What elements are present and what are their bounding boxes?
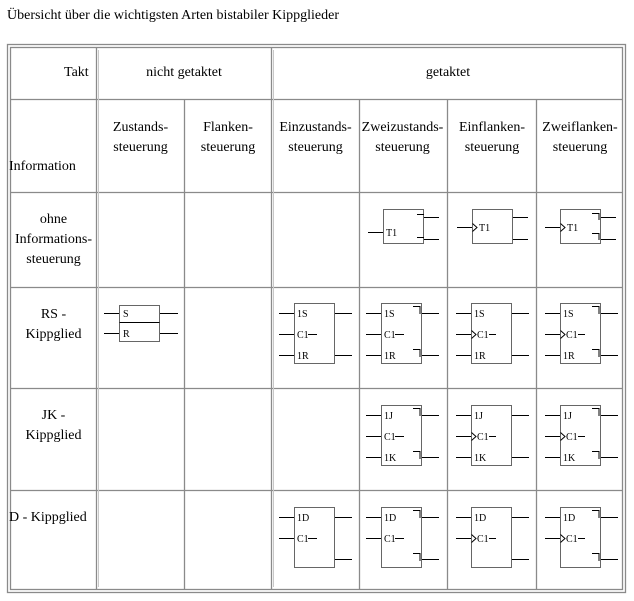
header-nicht-getaktet: nicht getaktet (146, 65, 222, 80)
svg-text:C1: C1 (477, 432, 489, 443)
rs-flipflop-einzustand-symbol (277, 302, 355, 366)
svg-text:C1: C1 (477, 330, 489, 341)
t-flipflop-zweizustand-symbol (366, 208, 442, 248)
row-label-ohne-informationssteuerung: ohne Informations- steuerung (15, 212, 92, 267)
svg-text:1R: 1R (384, 351, 396, 362)
d-flipflop-einflanken-symbol (454, 506, 532, 570)
svg-text:T1: T1 (567, 223, 579, 234)
rs-flipflop-zustand-symbol (103, 304, 181, 346)
svg-text:1J: 1J (384, 411, 393, 422)
svg-text:1K: 1K (563, 453, 576, 464)
svg-text:C1: C1 (384, 534, 396, 545)
svg-text:C1: C1 (297, 534, 309, 545)
svg-text:1D: 1D (297, 513, 310, 524)
row-label-rs-kippglied: RS - Kippglied (25, 307, 82, 342)
svg-text:1D: 1D (563, 513, 576, 524)
svg-text:1J: 1J (563, 411, 572, 422)
jk-flipflop-zweiflanken-symbol (543, 404, 621, 468)
column-header-einflankensteuerung: Einflanken- steuerung (458, 120, 526, 155)
svg-text:1S: 1S (474, 309, 485, 320)
svg-text:C1: C1 (297, 330, 309, 341)
rs-flipflop-einflanken-symbol (454, 302, 532, 366)
svg-text:1S: 1S (563, 309, 574, 320)
column-header-zustandssteuerung: Zustands- steuerung (112, 120, 169, 155)
svg-text:1K: 1K (474, 453, 487, 464)
d-flipflop-zweiflanken-symbol (543, 506, 621, 570)
svg-text:C1: C1 (477, 534, 489, 545)
svg-text:C1: C1 (566, 534, 578, 545)
jk-flipflop-zweizustand-symbol (364, 404, 442, 468)
svg-text:C1: C1 (384, 330, 396, 341)
rs-flipflop-zweizustand-symbol (364, 302, 442, 366)
column-header-flankensteuerung: Flanken- steuerung (200, 120, 256, 155)
header-getaktet: getaktet (425, 65, 471, 80)
t-flipflop-zweiflanken-symbol (543, 208, 619, 248)
header-information: Information (9, 159, 76, 174)
svg-text:1D: 1D (384, 513, 397, 524)
svg-text:1R: 1R (563, 351, 575, 362)
svg-text:C1: C1 (384, 432, 396, 443)
svg-text:1R: 1R (297, 351, 309, 362)
t-flipflop-einflanken-symbol (455, 208, 531, 248)
jk-flipflop-einflanken-symbol (454, 404, 532, 468)
svg-text:1D: 1D (474, 513, 487, 524)
svg-text:1S: 1S (384, 309, 395, 320)
svg-text:R: R (123, 329, 130, 340)
column-header-zweiflankensteuerung: Zweiflanken- steuerung (542, 120, 618, 155)
svg-text:C1: C1 (566, 432, 578, 443)
d-flipflop-zweizustand-symbol (364, 506, 442, 570)
column-header-zweizustandssteuerung: Zweizustands- steuerung (361, 120, 444, 155)
svg-text:1R: 1R (474, 351, 486, 362)
rs-flipflop-zweiflanken-symbol (543, 302, 621, 366)
svg-text:T1: T1 (479, 223, 491, 234)
svg-text:1J: 1J (474, 411, 483, 422)
row-label-d-kippglied: D - Kippglied (9, 510, 87, 525)
svg-text:1S: 1S (297, 309, 308, 320)
svg-text:1K: 1K (384, 453, 397, 464)
svg-text:T1: T1 (386, 228, 398, 239)
svg-text:C1: C1 (566, 330, 578, 341)
d-flipflop-einzustand-symbol (277, 506, 355, 570)
svg-text:S: S (123, 309, 129, 320)
row-label-jk-kippglied: JK - Kippglied (25, 408, 82, 443)
header-takt: Takt (64, 65, 89, 80)
page-title: Übersicht über die wichtigsten Arten bistabiler Kippglieder (7, 8, 340, 23)
column-header-einzustandssteuerung: Einzustands- steuerung (279, 120, 352, 155)
